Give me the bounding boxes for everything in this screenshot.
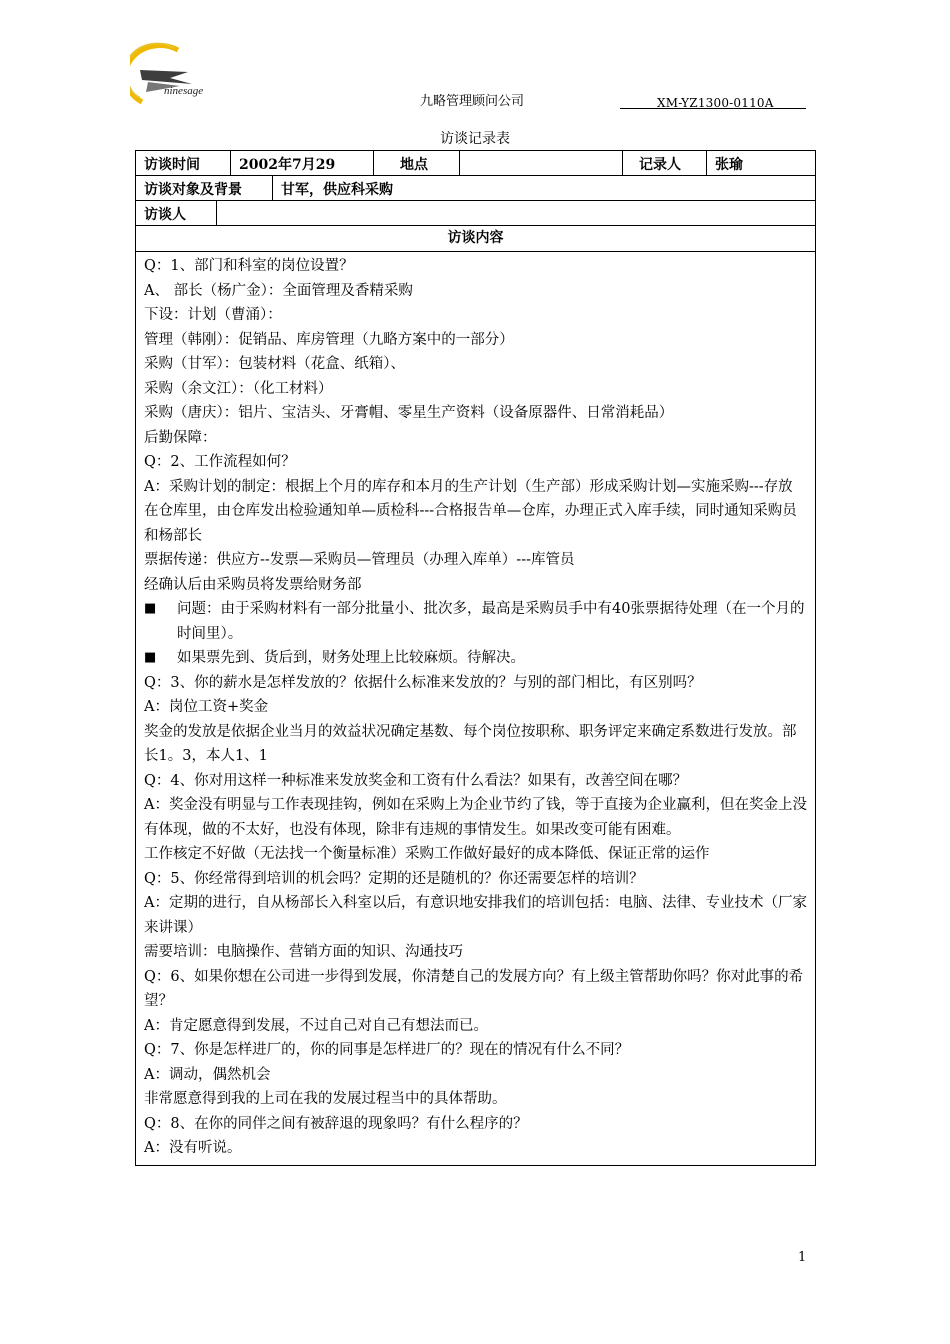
recorder-label: 记录人 — [623, 151, 707, 175]
content-line: Q：6、如果你想在公司进一步得到发展，你清楚自己的发展方向？有上级主管帮助你吗？你对此事的希望？ — [144, 968, 804, 1009]
svg-text:ninesage: ninesage — [164, 85, 204, 97]
square-bullet-icon: ■ — [144, 601, 157, 616]
header-rule — [620, 108, 806, 109]
subject-value: 甘军，供应科采购 — [281, 182, 393, 198]
document-number: XM-YZ1300-0110A — [657, 96, 774, 110]
content-line: Q：5、你经常得到培训的机会吗？定期的还是随机的？你还需要怎样的培训？ — [144, 870, 644, 887]
content-line: 经确认后由采购员将发票给财务部 — [144, 576, 362, 593]
content-line: A、 部长（杨广金）：全面管理及香精采购 — [144, 282, 413, 299]
page-number: 1 — [798, 1250, 807, 1265]
interview-form — [135, 150, 816, 1166]
content-line: A：岗位工资+奖金 — [144, 699, 269, 715]
bullet-item — [144, 646, 807, 671]
content-line: Q：7、你是怎样进厂的，你的同事是怎样进厂的？现在的情况有什么不同？ — [144, 1042, 630, 1058]
content-line: 采购（唐庆）：铝片、宝洁头、牙膏帽、零星生产资料（设备原器件、日常消耗品） — [144, 405, 674, 421]
content-line: 后勤保障： — [144, 429, 217, 446]
content-line: 票据传递：供应方--发票—采购员—管理员（办理入库单）---库管员 — [144, 552, 575, 568]
logo-graphic — [130, 42, 230, 112]
company-name: 九略管理顾问公司 — [420, 94, 525, 109]
interview-content — [136, 252, 815, 1165]
place-value — [460, 151, 623, 175]
bullet-text: 问题：由于采购材料有一部分批量小、批次多，最高是采购员手中有40张票据待处理（在一个月的时间里）。 — [177, 601, 805, 642]
bullet-text: 如果票先到、货后到，财务处理上比较麻烦。待解决。 — [177, 650, 525, 666]
place-label: 地点 — [374, 151, 460, 175]
time-label: 访谈时间 — [136, 151, 231, 175]
content-line: Q：1、部门和科室的岗位设置？ — [144, 258, 354, 274]
content-line: 非常愿意得到我的上司在我的发展过程当中的具体帮助。 — [144, 1091, 507, 1107]
interviewer-label: 访谈人 — [136, 201, 217, 225]
content-heading: 访谈内容 — [136, 226, 815, 252]
content-line: A：调动，偶然机会 — [144, 1066, 271, 1083]
content-line: Q：8、在你的同伴之间有被辞退的现象吗？有什么程序的？ — [144, 1115, 528, 1132]
interviewer-value — [217, 201, 815, 225]
content-line: A：采购计划的制定：根据上个月的库存和本月的生产计划（生产部）形成采购计划—实施采购---存放在仓库里，由仓库发出检验通知单—质检科---合格报告单—仓库，办理正式入库手续，同时通知采购员和杨部长 — [144, 478, 797, 544]
recorder-value: 张瑜 — [715, 157, 743, 173]
content-line: 需要培训：电脑操作、营销方面的知识、沟通技巧 — [144, 944, 463, 960]
document-title: 访谈记录表 — [440, 131, 510, 147]
form-row-interviewer — [136, 201, 815, 226]
company-logo — [130, 42, 230, 112]
content-line: 采购（余文江）：（化工材料） — [144, 380, 333, 397]
content-line: 工作核定不好做（无法找一个衡量标准）采购工作做好最好的成本降低、保证正常的运作 — [144, 846, 710, 862]
bullet-item — [144, 597, 807, 646]
form-row-subject — [136, 176, 815, 201]
content-line: 管理（韩刚）：促销品、库房管理（九略方案中的一部分） — [144, 331, 514, 348]
content-line: A：没有听说。 — [144, 1140, 242, 1156]
content-line: 下设：计划（曹涌）： — [144, 307, 282, 323]
content-line: Q：4、你对用这样一种标准来发放奖金和工资有什么看法？如果有，改善空间在哪？ — [144, 772, 688, 789]
content-line: A：奖金没有明显与工作表现挂钩，例如在采购上为企业节约了钱，等于直接为企业赢利，但在奖金上没有体现，做的不太好，也没有体现，除非有违规的事情发生。如果改变可能有困难。 — [144, 797, 807, 838]
time-value: 2002年7月29 — [231, 151, 374, 175]
square-bullet-icon: ■ — [144, 650, 157, 665]
content-line: A：肯定愿意得到发展，不过自己对自己有想法而已。 — [144, 1017, 488, 1034]
content-line: Q：3、你的薪水是怎样发放的？依据什么标准来发放的？与别的部门相比，有区别吗？ — [144, 674, 702, 691]
content-line: A：定期的进行，自从杨部长入科室以后，有意识地安排我们的培训包括：电脑、法律、专业技术（厂家来讲课） — [144, 895, 807, 936]
form-row-time — [136, 151, 815, 176]
subject-label: 访谈对象及背景 — [136, 176, 273, 200]
content-line: Q：2、工作流程如何？ — [144, 454, 296, 470]
content-line: 采购（甘军）：包装材料（花盒、纸箱）、 — [144, 356, 405, 372]
content-line: 奖金的发放是依据企业当月的效益状况确定基数、每个岗位按职称、职务评定来确定系数进行发放。部长1。3，本人1、1 — [144, 723, 797, 764]
